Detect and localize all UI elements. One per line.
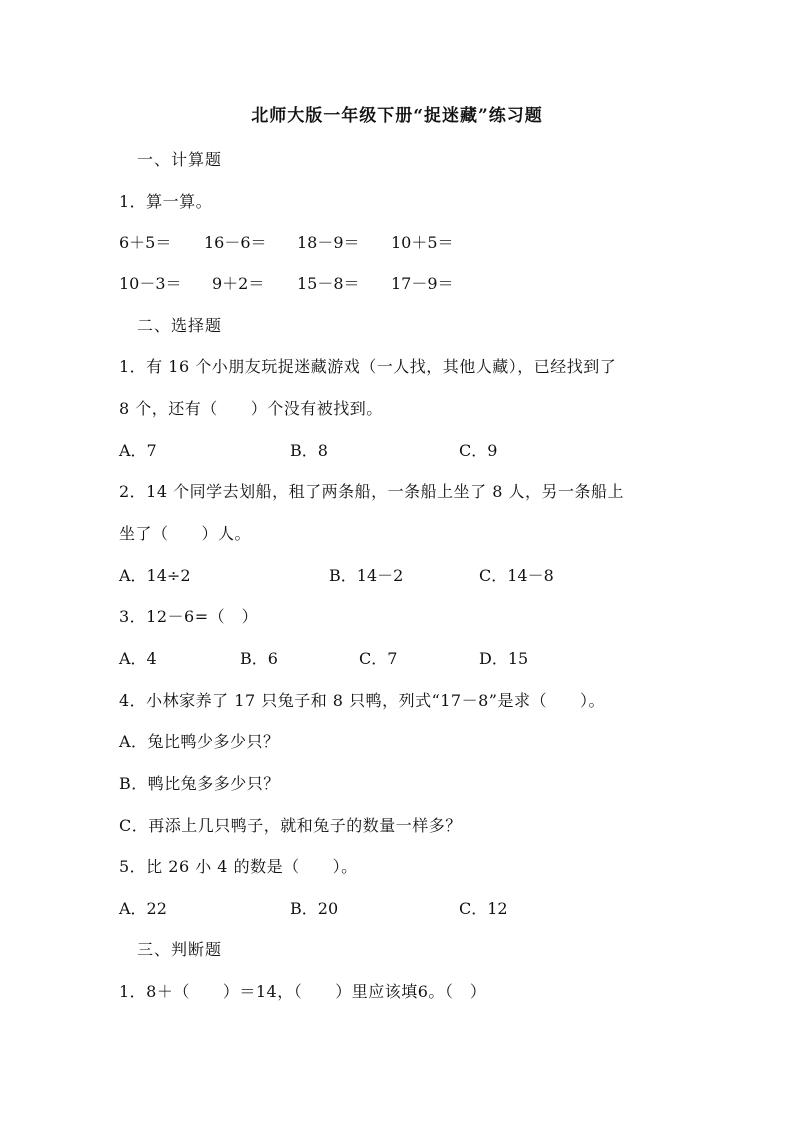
section-heading-choice: 二、选择题 [137,316,223,335]
option-c: C．14－8 [479,566,554,585]
calc-item: 17－9＝ [391,274,454,293]
calc-item: 9＋2＝ [212,274,265,293]
question-choice-1-line-1: 1．有 16 个小朋友玩捉迷藏游戏（一人找，其他人藏），已经找到了 [119,357,617,376]
question-choice-2-line-2: 坐了（ ）人。 [119,524,252,543]
option-d: D．15 [479,649,529,668]
option-c: C．7 [359,649,398,668]
option-c: C．再添上几只鸭子，就和兔子的数量一样多？ [119,816,462,835]
question-calc-1: 1．算一算。 [119,192,213,211]
section-heading-calculation: 一、计算题 [137,150,223,169]
option-a: A．4 [119,649,157,668]
page-title: 北师大版一年级下册“捉迷藏”练习题 [251,106,543,126]
calc-item: 10－3＝ [119,274,182,293]
question-choice-2-line-1: 2．14 个同学去划船，租了两条船，一条船上坐了 8 人，另一条船上 [119,482,624,501]
option-a: A．7 [119,441,157,460]
calc-item: 16－6＝ [204,233,267,252]
calc-item: 18－9＝ [297,233,360,252]
option-c: C．12 [459,899,508,918]
question-choice-5: 5．比 26 小 4 的数是（ ）。 [119,857,358,876]
option-a: A．兔比鸭少多少只？ [119,732,280,751]
question-choice-4: 4．小林家养了 17 只兔子和 8 只鸭，列式“17－8”是求（ ）。 [119,691,605,710]
question-judgment-1: 1．8＋（ ）＝14，（ ）里应该填6。（ ） [119,982,487,1001]
question-choice-1-line-2: 8 个，还有（ ）个没有被找到。 [119,399,383,418]
calc-item: 6＋5＝ [119,233,172,252]
calc-item: 10＋5＝ [391,233,454,252]
question-choice-3: 3．12－6=（ ） [119,607,259,626]
section-heading-judgment: 三、判断题 [137,940,223,959]
option-c: C．9 [459,441,498,460]
option-b: B．14－2 [329,566,404,585]
option-a: A．22 [119,899,167,918]
option-b: B．20 [290,899,339,918]
calc-item: 15－8＝ [297,274,360,293]
option-b: B．6 [240,649,278,668]
option-a: A．14÷2 [119,566,191,585]
option-b: B．8 [290,441,328,460]
option-b: B．鸭比兔多多少只？ [119,774,280,793]
